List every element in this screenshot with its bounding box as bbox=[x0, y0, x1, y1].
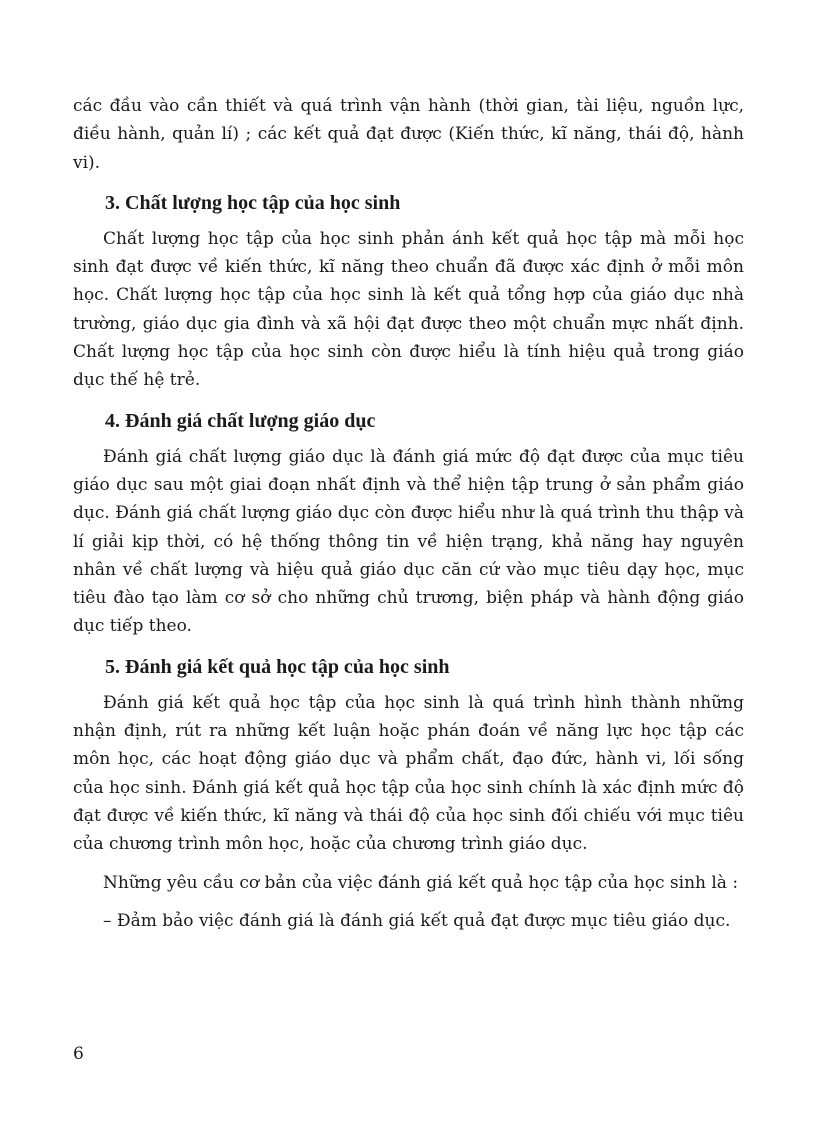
requirements-intro-paragraph: Những yêu cầu cơ bản của việc đánh giá kết quả học tập của học sinh là : bbox=[103, 872, 739, 893]
paragraph-gap bbox=[73, 859, 744, 869]
section-4-paragraph: Đánh giá chất lượng giáo dục là đánh giá mức độ đạt được của mục tiêu giáo dục sau một giai đoạn nhất định và thể hiện tập trung ở sản phẩm giáo dục. Đánh giá chất lượng giáo dục còn được hiểu như là quá trình thu thập và lí giải kịp thời, có hệ thống thông tin về hiện trạng, khả năng hay nguyên nhân về chất lượng và hiệu quả giáo dục căn cứ vào mục tiêu dạy học, mục tiêu đào tạo làm cơ sở cho những chủ trương, biện pháp và hành động giáo dục tiếp theo. bbox=[73, 446, 744, 637]
section-3-paragraph: Chất lượng học tập của học sinh phản ánh kết quả học tập mà mỗi học sinh đạt được về kiến thức, kĩ năng theo chuẩn đã được xác định ở mỗi môn học. Chất lượng học tập của học sinh là kết quả tổng hợp của giáo dục nhà trường, giáo dục gia đình và xã hội đạt được theo một chuẩn mực nhất định. Chất lượng học tập của học sinh còn được hiểu là tính hiệu quả trong giáo dục thế hệ trẻ. bbox=[73, 228, 744, 391]
document-page bbox=[73, 92, 744, 935]
intro-paragraph: các đầu vào cần thiết và quá trình vận hành (thời gian, tài liệu, nguồn lực, điều hành, quản lí) ; các kết quả đạt được (Kiến thức, kĩ năng, thái độ, hành vi). bbox=[73, 96, 744, 173]
section-5-heading: 5. Đánh giá kết quả học tập của học sinh bbox=[105, 655, 450, 678]
page-number: 6 bbox=[73, 1044, 84, 1064]
section-4-heading: 4. Đánh giá chất lượng giáo dục bbox=[105, 409, 376, 432]
section-5-paragraph: Đánh giá kết quả học tập của học sinh là quá trình hình thành những nhận định, rút ra những kết luận hoặc phán đoán về năng lực học tập các môn học, các hoạt động giáo dục và phẩm chất, đạo đức, hành vi, lối sống của học sinh. Đánh giá kết quả học tập của học sinh chính là xác định mức độ đạt được về kiến thức, kĩ năng và thái độ của học sinh đối chiếu với mục tiêu của chương trình môn học, hoặc của chương trình giáo dục. bbox=[73, 692, 744, 855]
section-3-heading: 3. Chất lượng học tập của học sinh bbox=[105, 191, 401, 214]
requirement-item-1: – Đảm bảo việc đánh giá là đánh giá kết quả đạt được mục tiêu giáo dục. bbox=[103, 910, 731, 931]
paragraph-gap bbox=[73, 897, 744, 907]
